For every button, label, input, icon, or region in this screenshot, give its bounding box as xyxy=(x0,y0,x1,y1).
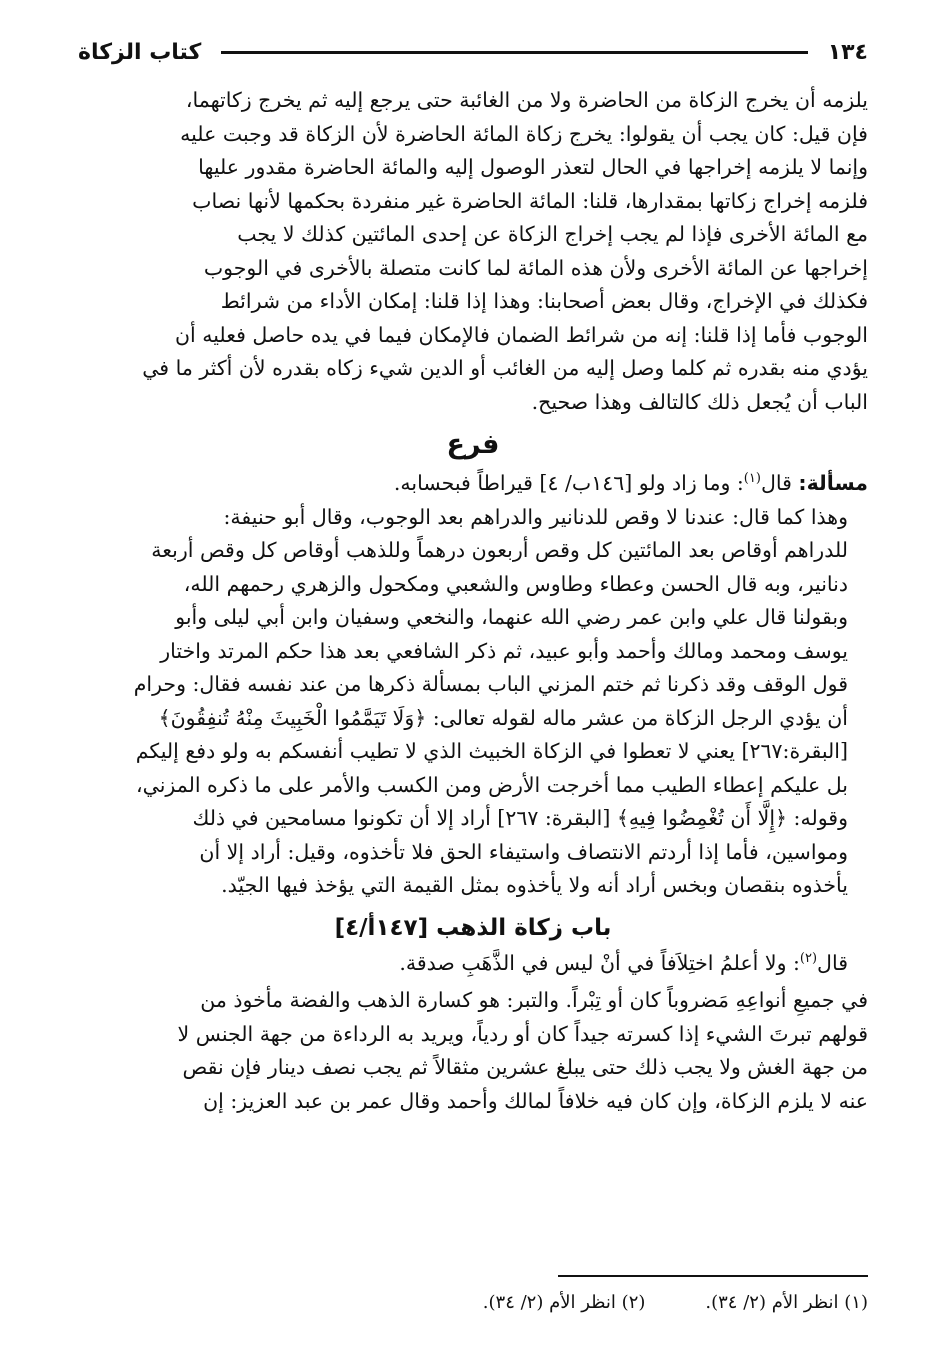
text-line: للدراهم أوقاص بعد المائتين كل وقص أربعون درهماً وللذهب أوقاص كل وقص أربعة xyxy=(151,538,848,562)
text-line: إخراجها عن المائة الأخرى ولأن هذه المائة لما كانت متصلة بالأخرى في الوجوب xyxy=(203,255,868,280)
text-line: بل عليكم إعطاء الطيب مما أخرجت الأرض ومن الكسب والأمر على ما ذكره المزني، xyxy=(136,772,848,797)
page-number: ١٣٤ xyxy=(827,39,868,65)
text-line: وبقولنا قال علي وابن عمر رضي الله عنهما، والنخعي وسفيان وابن أبي ليلى وأبو xyxy=(175,605,848,629)
footnote-rule xyxy=(558,1275,868,1277)
text-line: في جميعِ أنواعِهِ مَضروباً كان أو تِبْراً. والتبر: هو كسارة الذهب والفضة مأخوذ من xyxy=(200,988,868,1012)
masala-line xyxy=(78,467,868,501)
running-title: كتاب الزكاة xyxy=(78,39,202,65)
text-line: يؤدي منه بقدره ثم كلما وصل إليه من الغائب أو الدين شيء زكاه بقدره لأن أكثر ما في xyxy=(142,356,868,380)
qala-text: : ولا أعلمُ اختِلاَفاً في أنْ ليس في الذَّهَبِ صدقة. xyxy=(399,950,800,975)
paragraph-section3 xyxy=(78,984,868,1118)
text-line: يلزمه أن يخرج الزكاة من الحاضرة ولا من الغائبة حتى يرجع إليه ثم يخرج زكاتهما، xyxy=(185,88,868,112)
heading-far: فرع xyxy=(446,429,500,460)
footnote-ref-2: (٢) xyxy=(799,950,818,966)
heading-bab: باب زكاة الذهب [١٤٧أ/٤] xyxy=(334,914,612,941)
text-line: [البقرة:٢٦٧] يعني لا تعطوا في الزكاة الخبيث الذي لا تطيب أنفسكم به ولو دفع إليكم xyxy=(135,739,848,763)
text-line: فإن قيل: كان يجب أن يقولوا: يخرج زكاة المائة الحاضرة لأن الزكاة قد وجبت عليه xyxy=(180,121,868,146)
paragraph-section1 xyxy=(78,84,868,419)
text-line: دنانير، وبه قال الحسن وعطاء وطاوس والشعبي ومكحول والزهري رحمهم الله، xyxy=(183,571,848,596)
text-line: قولهم تبرتَ الشيء إذا كسرته جيداً كان أو ردياً، ويريد به الرداءة من جهة الجنس لا xyxy=(177,1021,868,1046)
qala-line xyxy=(78,947,868,981)
footnote-ref-1: (١) xyxy=(743,471,761,487)
text-line: فلزمه إخراج زكاتها بمقدارها، قلنا: المائة الحاضرة غير منفردة بحكمها لأنها نصاب xyxy=(192,188,868,213)
text-line: فكذلك في الإخراج، وقال بعض أصحابنا: وهذا إذا قلنا: إمكان الأداء من شرائط xyxy=(220,289,868,313)
qala-said: قال xyxy=(817,950,848,975)
masala-text: : وما زاد ولو [١٤٦ب/ ٤] قيراطاً فبحسابه. xyxy=(393,471,744,495)
text-line: وإنما لا يلزمه إخراجها في الحال لتعذر الوصول إليه والمائة الحاضرة مقدور عليها xyxy=(198,155,868,179)
footnote-1: (١) انظر الأم (٢/ ٣٤). xyxy=(705,1292,868,1313)
masala-said: قال xyxy=(760,471,792,495)
masala-label: مسألة: xyxy=(798,471,868,495)
text-line: قول الوقف وقد ذكرنا ثم ختم المزني الباب بمسألة ذكرها من عند نفسه فقال: وحرام xyxy=(133,672,848,696)
footnote-2: (٢) انظر الأم (٢/ ٣٤). xyxy=(482,1292,646,1313)
text-line: ومواسين، فأما إذا أردتم الانتصاف واستيفاء الحق فلا تأخذوه، وقيل: أراد إلا أن xyxy=(199,839,848,864)
footnotes xyxy=(78,1292,868,1313)
text-line: وهذا كما قال: عندنا لا وقص للدنانير والدراهم بعد الوجوب، وقال أبو حنيفة: xyxy=(223,504,848,529)
text-line: الوجوب فأما إذا قلنا: إنه من شرائط الضمان فالإمكان فيما في يده حاصل فعليه أن xyxy=(174,322,868,347)
text-line: الباب أن يُجعل ذلك كالتالف وهذا صحيح. xyxy=(531,389,868,414)
text-line: أن يؤدي الرجل الزكاة من عشر ماله لقوله تعالى: ﴿وَلَا تَيَمَّمُوا الْخَبِيثَ مِنْهُ تُنفِقُونَ﴾ xyxy=(158,705,848,730)
text-line: من جهة الغش ولا يجب ذلك حتى يبلغ عشرين مثقالاً ثم يجب نصف دينار فإن نقص xyxy=(182,1055,868,1079)
text-line: وقوله: ﴿إِلَّا أَن تُغْمِضُوا فِيهِ﴾ [البقرة: ٢٦٧] أراد إلا أن تكونوا مسامحين في ذلك xyxy=(192,806,848,830)
paragraph-section2 xyxy=(78,501,868,903)
text-line: يوسف ومحمد ومالك وأحمد وأبو عبيد، ثم ذكر الشافعي بعد هذا حكم المرتد واختار xyxy=(160,638,848,663)
text-line: يأخذوه بنقصان وبخس أراد أنه ولا يأخذوه بمثل القيمة التي يؤخذ فيها الجيّد. xyxy=(221,873,848,897)
text-line: مع المائة الأخرى فإذا لم يجب إخراج الزكاة عن إحدى المائتين كذلك لا يجب xyxy=(237,222,868,246)
page xyxy=(78,30,868,1340)
header-rule xyxy=(221,51,807,54)
page-header xyxy=(78,30,868,74)
text-line: عنه لا يلزم الزكاة، وإن كان فيه خلافاً لمالك وأحمد وقال عمر بن عبد العزيز: إن xyxy=(203,1088,868,1113)
